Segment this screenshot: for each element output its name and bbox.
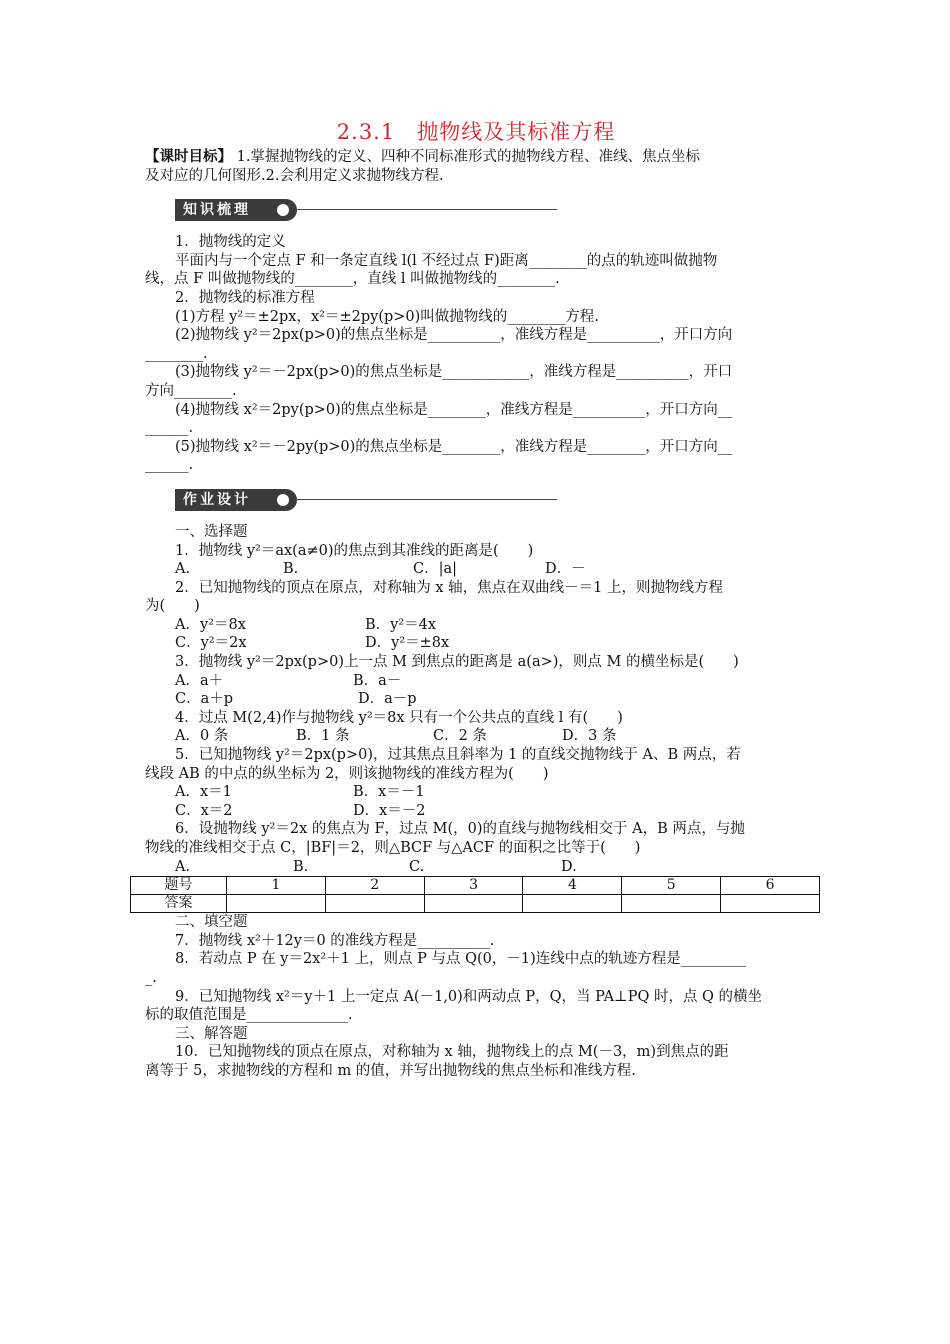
bullet-dot-icon	[277, 494, 289, 506]
section-title: 作业设计	[175, 489, 297, 511]
table-cell: 3	[424, 877, 523, 895]
option-a: A．x＝1	[175, 784, 232, 801]
option-b: B.	[283, 561, 299, 578]
part-heading: 二、填空题	[175, 914, 248, 931]
goal-tag: 【课时目标】	[145, 148, 232, 165]
table-row	[131, 895, 820, 913]
option-a: A.	[175, 561, 191, 578]
option-c: C．y²＝2x	[175, 635, 247, 652]
question-6-cont: 物线的准线相交于点 C，|BF|＝2，则△BCF 与△ACF 的面积之比等于( )	[145, 840, 641, 856]
question-5-cont: 线段 AB 的中点的纵坐标为 2，则该抛物线的准线方程为( )	[145, 765, 549, 782]
table-cell: 2	[325, 877, 424, 895]
heading: 2．抛物线的标准方程	[175, 289, 315, 306]
option-c: C．|a|	[413, 561, 458, 578]
text-line: (2)抛物线 y²＝2px(p>0)的焦点坐标是__________，准线方程是__________，开口方向	[175, 327, 733, 344]
question-5: 5．已知抛物线 y²＝2px(p>0)，过其焦点且斜率为 1 的直线交抛物线于 A、B 两点，若	[175, 747, 741, 764]
section-header-knowledge	[175, 199, 807, 223]
knowledge-section	[145, 233, 807, 475]
goal-text-1: 1.掌握抛物线的定义、四种不同标准形式的抛物线方程、准线、焦点坐标	[232, 149, 700, 165]
question-6: 6．设抛物线 y²＝2x 的焦点为 F，过点 M(，0)的直线与抛物线相交于 A，B 两点，与抛	[175, 821, 745, 838]
question-8-cont: _.	[145, 969, 157, 986]
options	[145, 560, 807, 579]
options	[145, 727, 807, 746]
option-a: A．a＋	[175, 672, 224, 689]
table-cell: 题号	[131, 877, 227, 895]
question-7: 7．抛物线 x²＋12y＝0 的准线方程是__________.	[175, 932, 495, 949]
part-heading: 一、选择题	[175, 523, 248, 540]
option-d: D．y²＝±8x	[365, 635, 450, 652]
answer-cell[interactable]	[424, 895, 523, 913]
question-10-cont: 离等于 5，求抛物线的方程和 m 的值，并写出抛物线的焦点坐标和准线方程.	[145, 1062, 636, 1079]
heading: 1．抛物线的定义	[175, 234, 286, 251]
text-line: 平面内与一个定点 F 和一条定直线 l(l 不经过点 F)距离________的点的轨迹叫做抛物	[175, 252, 718, 269]
text-line: (1)方程 y²＝±2px，x²＝±2py(p>0)叫做抛物线的________方程.	[175, 308, 599, 325]
answer-cell[interactable]	[227, 895, 326, 913]
answer-cell[interactable]	[721, 895, 820, 913]
option-b: B.	[293, 858, 309, 875]
text-line: 线，点 F 叫做抛物线的________，直线 l 叫做抛物线的________.	[145, 271, 560, 288]
option-c: C．a＋p	[175, 691, 234, 708]
option-a: A.	[175, 858, 191, 875]
lesson-goal	[145, 148, 807, 185]
text-line: ________.	[145, 345, 208, 362]
options	[145, 672, 807, 691]
goal-text-2: 及对应的几何图形.2.会利用定义求抛物线方程.	[145, 167, 444, 184]
document-page	[145, 118, 807, 1081]
option-d: D．a－p	[358, 691, 417, 708]
text-line: ______.	[145, 457, 194, 474]
section-header-homework	[175, 489, 807, 513]
options	[145, 690, 807, 709]
question-2-cont: 为( )	[145, 598, 200, 615]
question-9: 9．已知抛物线 x²＝y＋1 上一定点 A(－1,0)和两动点 P，Q，当 PA⊥PQ 时，点 Q 的横坐	[175, 988, 763, 1005]
divider	[297, 499, 557, 500]
question-1: 1．抛物线 y²＝ax(a≠0)的焦点到其准线的距离是( )	[175, 542, 534, 559]
homework-section	[145, 523, 807, 1081]
divider	[297, 209, 557, 210]
text-line: 方向________.	[145, 382, 237, 399]
table-cell: 1	[227, 877, 326, 895]
table-cell: 4	[523, 877, 622, 895]
option-d: D．－	[545, 561, 586, 578]
question-2: 2．已知抛物线的顶点在原点，对称轴为 x 轴，焦点在双曲线－＝1 上，则抛物线方程	[175, 579, 723, 596]
text-line: (3)抛物线 y²＝－2px(p>0)的焦点坐标是____________，准线方程是__________，开口	[175, 364, 733, 381]
table-cell: 5	[622, 877, 721, 895]
option-a: A．0 条	[175, 728, 229, 745]
option-c: C．x＝2	[175, 802, 233, 819]
option-b: B．y²＝4x	[365, 616, 437, 633]
text-line: (4)抛物线 x²＝2py(p>0)的焦点坐标是________，准线方程是__________，开口方向__	[175, 401, 733, 418]
options	[145, 616, 807, 635]
question-10: 10．已知抛物线的顶点在原点，对称轴为 x 轴，抛物线上的点 M(－3，m)到焦点的距	[175, 1044, 729, 1061]
page-title: 2.3.1 抛物线及其标准方程	[336, 120, 616, 144]
part-heading: 三、解答题	[175, 1025, 248, 1042]
table-cell: 6	[721, 877, 820, 895]
text-line: ______.	[145, 420, 194, 437]
option-b: B．x＝－1	[353, 784, 425, 801]
text-line: (5)抛物线 x²＝－2py(p>0)的焦点坐标是________，准线方程是________，开口方向__	[175, 438, 733, 455]
options	[145, 634, 807, 653]
answer-table	[130, 876, 820, 913]
options	[145, 783, 807, 802]
option-c: C.	[409, 858, 425, 875]
options	[145, 802, 807, 821]
question-8: 8．若动点 P 在 y＝2x²＋1 上，则点 P 与点 Q(0，－1)连线中点的轨迹方程是_________	[175, 951, 747, 968]
answer-cell[interactable]	[325, 895, 424, 913]
option-d: D．x＝－2	[353, 802, 426, 819]
answer-cell[interactable]	[622, 895, 721, 913]
section-title: 知识梳理	[175, 199, 297, 221]
option-a: A．y²＝8x	[175, 616, 246, 633]
option-d: D.	[561, 858, 577, 875]
option-c: C．2 条	[433, 728, 487, 745]
options	[145, 858, 807, 877]
question-4: 4．过点 M(2,4)作与抛物线 y²＝8x 只有一个公共点的直线 l 有( )	[175, 709, 623, 726]
question-9-cont: 标的取值范围是______________.	[145, 1007, 353, 1024]
question-3: 3．抛物线 y²＝2px(p>0)上一点 M 到焦点的距离是 a(a>)，则点 M 的横坐标是( )	[175, 654, 739, 671]
option-b: B．1 条	[296, 728, 350, 745]
table-cell: 答案	[131, 895, 227, 913]
option-d: D．3 条	[562, 728, 617, 745]
answer-cell[interactable]	[523, 895, 622, 913]
table-row	[131, 877, 820, 895]
option-b: B．a－	[353, 672, 402, 689]
